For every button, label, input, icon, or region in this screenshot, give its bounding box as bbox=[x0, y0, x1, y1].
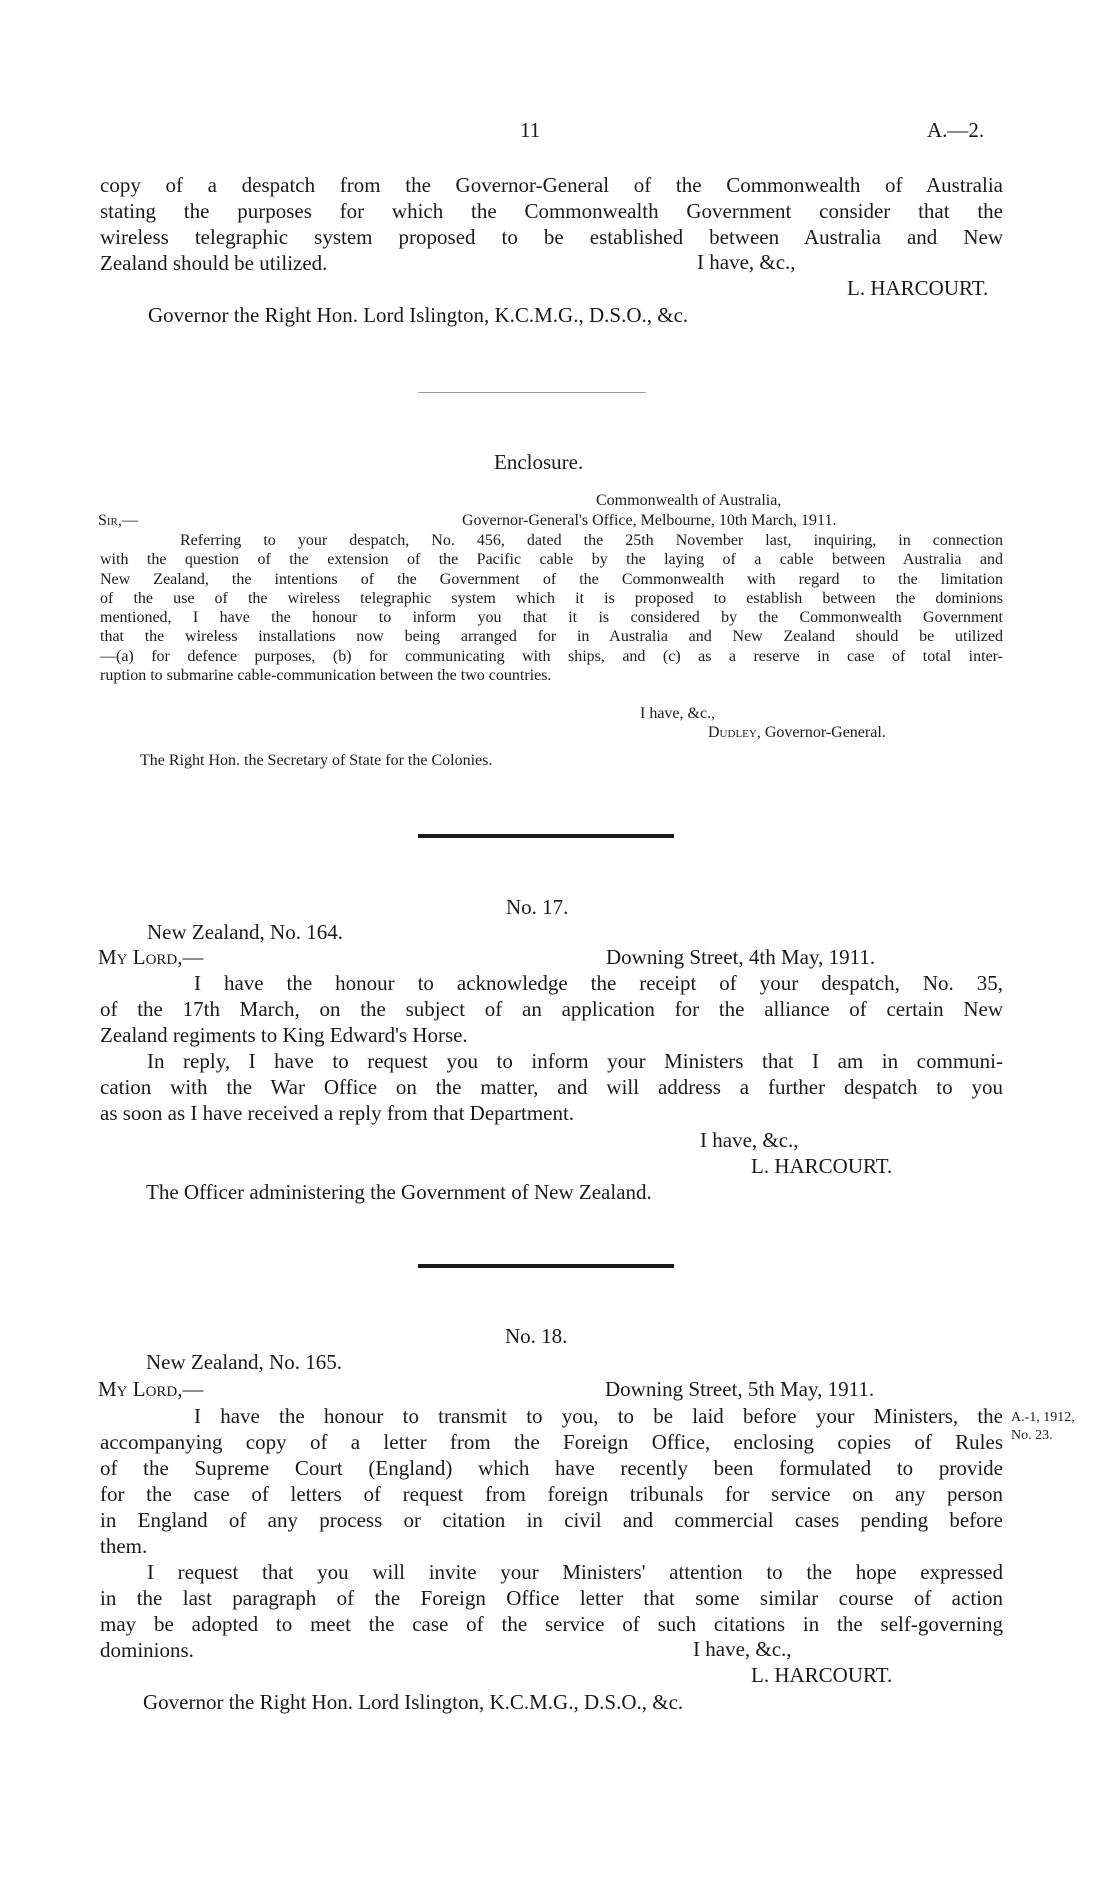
margin-note bbox=[1011, 1409, 1075, 1445]
prev-letter-addressee: Governor the Right Hon. Lord Islington, K.C.M.G., D.S.O., &c. bbox=[148, 303, 689, 327]
prev-letter-signature: L. HARCOURT. bbox=[847, 276, 989, 300]
enclosure-body bbox=[100, 531, 1003, 685]
page-number: 11 bbox=[520, 118, 541, 142]
prev-letter-line: stating the purposes for which the Commonwealth Government consider that the bbox=[100, 199, 1003, 223]
letter17-addressee: The Officer administering the Government of New Zealand. bbox=[146, 1180, 652, 1204]
enclosure-body-line: New Zealand, the intentions of the Government of the Commonwealth with regard to the limitation bbox=[100, 570, 1003, 588]
letter18-body-line: of the Supreme Court (England) which have recently been formulated to provide bbox=[100, 1456, 1003, 1480]
enclosure-body-line: with the question of the extension of the Pacific cable by the laying of a cable between Australia and bbox=[100, 551, 1003, 569]
letter18-place-date: Downing Street, 5th May, 1911. bbox=[605, 1377, 875, 1401]
letter17-place-date: Downing Street, 4th May, 1911. bbox=[606, 945, 876, 969]
letter17-body-line: Zealand regiments to King Edward's Horse. bbox=[100, 1023, 468, 1047]
prev-letter-line: wireless telegraphic system proposed to be established between Australia and New bbox=[100, 225, 1003, 249]
letter18-body-line: accompanying copy of a letter from the Foreign Office, enclosing copies of Rules bbox=[100, 1430, 1003, 1454]
letter17-body-line: I have the honour to acknowledge the receipt of your despatch, No. 35, bbox=[194, 971, 1003, 995]
letter18-body-line: I request that you will invite your Ministers' attention to the hope expressed bbox=[147, 1560, 1003, 1584]
letter18-reference: New Zealand, No. 165. bbox=[146, 1350, 342, 1374]
enclosure-signature-title: , Governor-General. bbox=[756, 724, 886, 741]
prev-letter-last-line: Zealand should be utilized. bbox=[100, 251, 328, 275]
enclosure-body-line: of the use of the wireless telegraphic system which it is proposed to establish between the dominions bbox=[100, 589, 1003, 607]
letter17-closing: I have, &c., bbox=[700, 1128, 799, 1152]
letter18-body-line: in England of any process or citation in civil and commercial cases pending before bbox=[100, 1508, 1003, 1532]
enclosure-address-line2: Governor-General's Office, Melbourne, 10th March, 1911. bbox=[462, 512, 837, 529]
section-divider bbox=[418, 392, 646, 393]
letter17-salutation: My Lord,— bbox=[98, 945, 204, 969]
letter18-body-line: may be adopted to meet the case of the service of such citations in the self-governing bbox=[100, 1612, 1003, 1636]
enclosure-address-line1: Commonwealth of Australia, bbox=[596, 492, 782, 509]
letter18-signature: L. HARCOURT. bbox=[751, 1663, 893, 1687]
letter18-body-line: dominions. bbox=[100, 1638, 194, 1662]
enclosure-heading: Enclosure. bbox=[494, 450, 584, 474]
enclosure-body-line: Referring to your despatch, No. 456, dated the 25th November last, inquiring, in connection bbox=[180, 532, 1003, 549]
letter18-body-line: I have the honour to transmit to you, to be laid before your Ministers, the bbox=[194, 1404, 1003, 1428]
letter17-body-line: as soon as I have received a reply from that Department. bbox=[100, 1101, 575, 1125]
letter18-body-line: in the last paragraph of the Foreign Office letter that some similar course of action bbox=[100, 1586, 1003, 1610]
letter18-body-line: for the case of letters of request from foreign tribunals for service on any person bbox=[100, 1482, 1003, 1506]
section-divider bbox=[418, 1264, 674, 1268]
prev-letter-body bbox=[100, 172, 1003, 276]
letter18-closing: I have, &c., bbox=[693, 1637, 792, 1661]
letter17-body-line: cation with the War Office on the matter, and will address a further despatch to you bbox=[100, 1075, 1003, 1099]
enclosure-body-line: that the wireless installations now being arranged for in Australia and New Zealand should be utilized bbox=[100, 628, 1003, 646]
letter18-body-line: them. bbox=[100, 1534, 148, 1558]
prev-letter-line: copy of a despatch from the Governor-General of the Commonwealth of Australia bbox=[100, 173, 1003, 197]
enclosure-closing: I have, &c., bbox=[640, 705, 716, 722]
letter18-addressee: Governor the Right Hon. Lord Islington, K.C.M.G., D.S.O., &c. bbox=[143, 1690, 684, 1714]
letter18-body bbox=[100, 1403, 1003, 1663]
enclosure-body-line: mentioned, I have the honour to inform you that it is considered by the Commonwealth Government bbox=[100, 609, 1003, 627]
page-reference: A.—2. bbox=[927, 118, 985, 142]
prev-letter-closing: I have, &c., bbox=[697, 250, 796, 274]
letter17-body bbox=[100, 970, 1003, 1126]
enclosure-signature bbox=[708, 724, 886, 742]
margin-note-line2: No. 23. bbox=[1011, 1428, 1053, 1443]
letter17-number: No. 17. bbox=[506, 895, 569, 919]
letter17-body-line: of the 17th March, on the subject of an application for the alliance of certain New bbox=[100, 997, 1003, 1021]
letter18-number: No. 18. bbox=[505, 1324, 568, 1348]
enclosure-signature-name: Dudley bbox=[708, 724, 757, 741]
section-divider bbox=[418, 834, 674, 838]
enclosure-salutation: Sir,— bbox=[98, 512, 138, 529]
enclosure-body-line: —(a) for defence purposes, (b) for communicating with ships, and (c) as a reserve in case of total inter- bbox=[100, 647, 1003, 665]
letter17-body-line: In reply, I have to request you to inform your Ministers that I am in communi- bbox=[147, 1049, 1003, 1073]
letter18-salutation: My Lord,— bbox=[98, 1377, 204, 1401]
letter17-signature: L. HARCOURT. bbox=[751, 1154, 893, 1178]
enclosure-body-last-line: ruption to submarine cable-communication between the two countries. bbox=[100, 667, 552, 685]
letter17-reference: New Zealand, No. 164. bbox=[147, 920, 343, 944]
enclosure-addressee: The Right Hon. the Secretary of State for the Colonies. bbox=[140, 752, 493, 769]
margin-note-line1: A.-1, 1912, bbox=[1011, 1410, 1075, 1425]
